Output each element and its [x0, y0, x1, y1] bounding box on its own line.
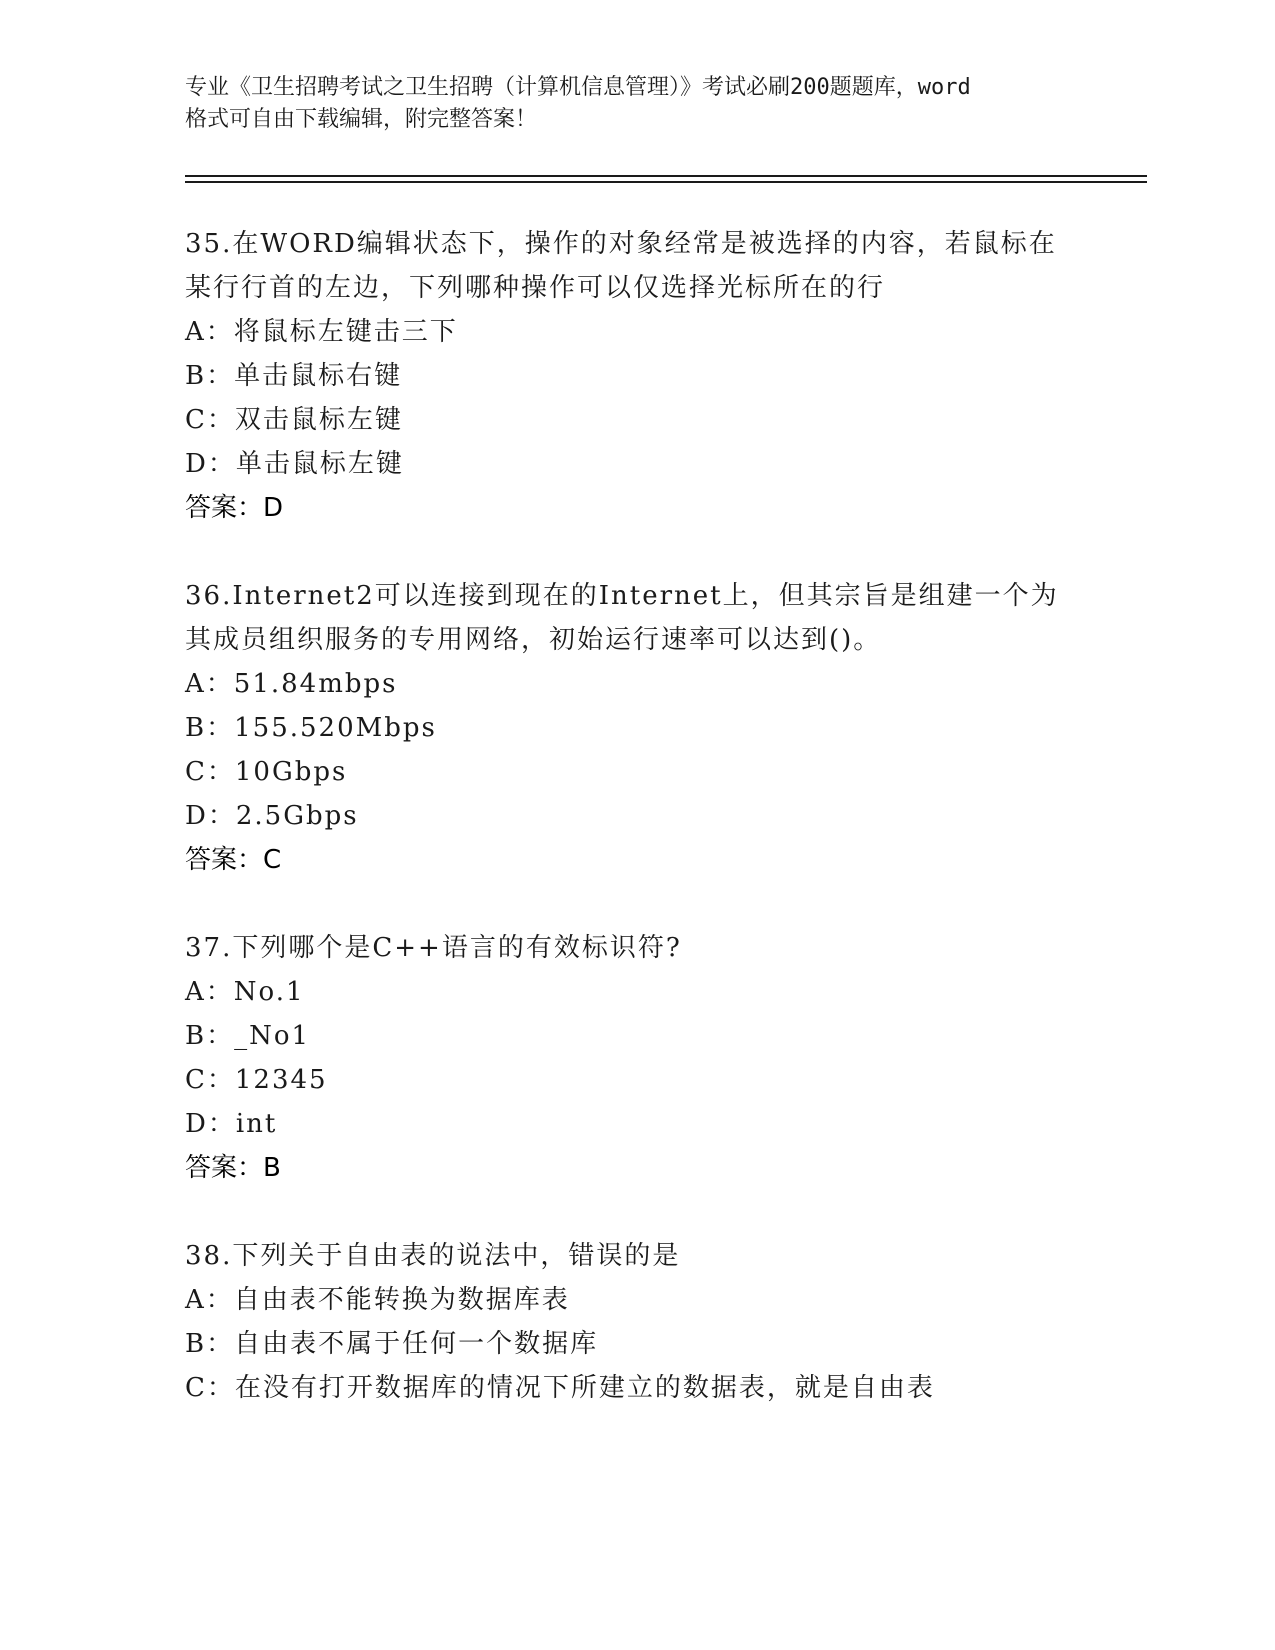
question-38-stem: 38.下列关于自由表的说法中，错误的是: [185, 1241, 681, 1271]
question-36-stem-line-1: 36.Internet2可以连接到现在的Internet上，但其宗旨是组建一个为: [185, 581, 1059, 611]
question-35-option-b: B：单击鼠标右键: [185, 361, 403, 391]
question-37-answer: 答案：B: [185, 1153, 281, 1183]
document-header: [185, 72, 1085, 136]
question-37-option-d: D：int: [185, 1109, 278, 1139]
question-38-option-a: A：自由表不能转换为数据库表: [185, 1285, 570, 1315]
question-38-option-b: B：自由表不属于任何一个数据库: [185, 1329, 599, 1359]
question-38-option-c: C：在没有打开数据库的情况下所建立的数据表，就是自由表: [185, 1373, 935, 1403]
question-36-option-d: D：2.5Gbps: [185, 801, 359, 831]
question-37-option-a: A：No.1: [185, 977, 305, 1007]
question-36-option-a: A：51.84mbps: [185, 669, 398, 699]
question-36-answer: 答案：C: [185, 845, 282, 875]
question-35-answer: 答案：D: [185, 493, 284, 523]
header-divider-top: [185, 175, 1147, 177]
question-37-stem: 37.下列哪个是C++语言的有效标识符?: [185, 933, 682, 963]
header-line-1: 专业《卫生招聘考试之卫生招聘（计算机信息管理）》考试必刷200题题库，word: [185, 75, 971, 100]
question-36-option-b: B：155.520Mbps: [185, 713, 437, 743]
question-35-option-d: D：单击鼠标左键: [185, 449, 404, 479]
header-divider-bottom: [185, 181, 1147, 183]
question-37-option-c: C：12345: [185, 1065, 328, 1095]
question-36-stem-line-2: 其成员组织服务的专用网络，初始运行速率可以达到()。: [185, 625, 882, 655]
question-35-option-a: A：将鼠标左键击三下: [185, 317, 458, 347]
question-36-option-c: C：10Gbps: [185, 757, 348, 787]
question-35-stem-line-2: 某行行首的左边，下列哪种操作可以仅选择光标所在的行: [185, 273, 886, 303]
question-35-option-c: C：双击鼠标左键: [185, 405, 403, 435]
question-35-stem-line-1: 35.在WORD编辑状态下，操作的对象经常是被选择的内容，若鼠标在: [185, 229, 1057, 259]
header-line-2: 格式可自由下载编辑，附完整答案！: [185, 107, 538, 132]
question-37-option-b: B：_No1: [185, 1021, 311, 1051]
